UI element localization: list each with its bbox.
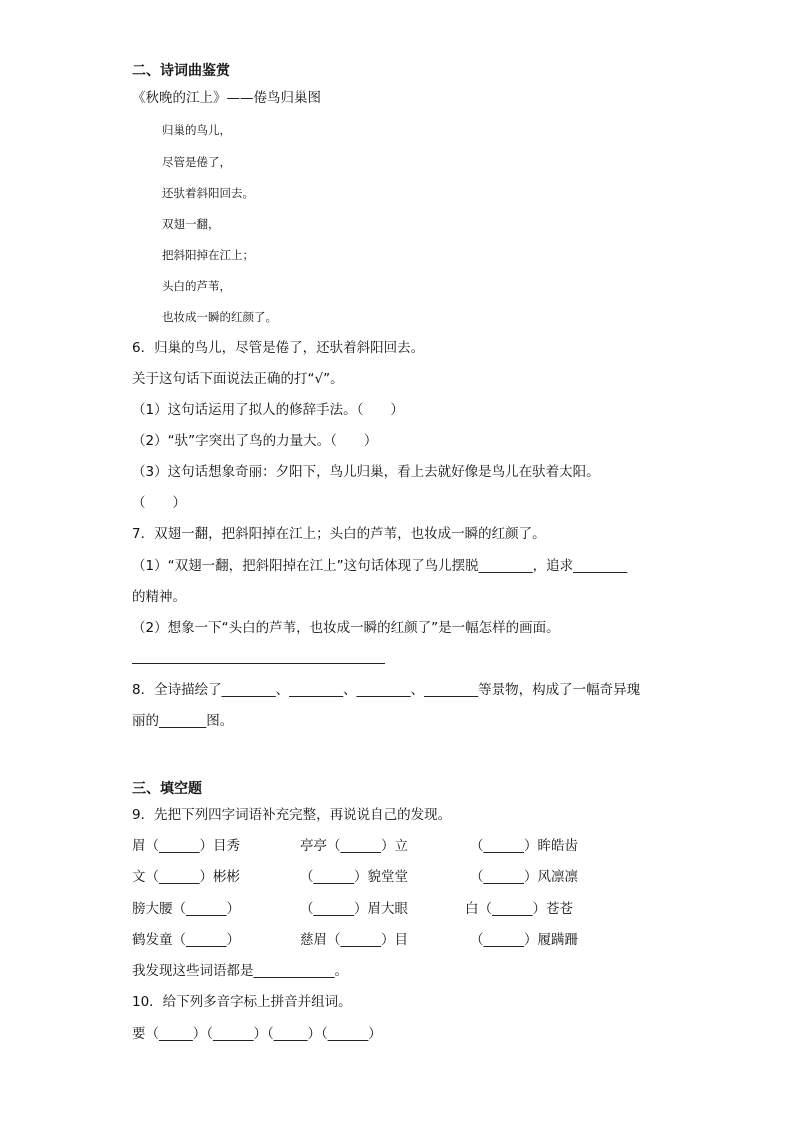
idiom-cell: （______）履蹒跚 (470, 932, 578, 948)
idiom-cell: 慈眉（______）目 (300, 932, 408, 948)
question-6-option-1: （1）这句话运用了拟人的修辞手法。（ ） (132, 402, 404, 418)
poem-title: 《秋晚的江上》——倦鸟归巢图 (132, 90, 321, 106)
section-2-heading: 二、诗词曲鉴赏 (132, 63, 230, 79)
question-6-instruction: 关于这句话下面说法正确的打“√”。 (132, 371, 344, 387)
idiom-cell: （______）貌堂堂 (300, 869, 408, 885)
idiom-cell: 膀大腰（______） (132, 901, 240, 917)
poem-line: 尽管是倦了， (162, 155, 231, 169)
section-3-heading: 三、填空题 (132, 781, 202, 797)
idiom-cell: 文（______）彬彬 (132, 869, 240, 885)
poem-line: 把斜阳掉在江上； (162, 248, 254, 262)
question-7-stem: 7．双翅一翻，把斜阳掉在江上；头白的芦苇，也妆成一瞬的红颜了。 (132, 526, 546, 542)
idiom-cell: 眉（______）目秀 (132, 838, 240, 854)
question-7-sub-2: （2）想象一下“头白的芦苇，也妆成一瞬的红颜了”是一幅怎样的画面。 (132, 620, 560, 636)
idiom-cell: 白（______）苍苍 (465, 901, 573, 917)
idiom-cell: 鹤发童（______） (132, 932, 240, 948)
poem-line: 归巢的鸟儿， (162, 123, 231, 137)
answer-line (132, 663, 385, 664)
poem-line: 也妆成一瞬的红颜了。 (162, 310, 277, 324)
poem-line: 还驮着斜阳回去。 (162, 186, 254, 200)
poem-line: 头白的芦苇， (162, 279, 231, 293)
question-7-sub-1-cont: 的精神。 (132, 589, 186, 605)
idiom-cell: 亭亭（______）立 (300, 838, 408, 854)
question-10-stem: 10．给下列多音字标上拼音并组词。 (132, 994, 352, 1010)
question-10-answer-line: 要（_____）（______）（_____）（______） (132, 1026, 382, 1042)
question-6-option-3: （3）这句话想象奇丽：夕阳下，鸟儿归巢，看上去就好像是鸟儿在驮着太阳。 (132, 464, 600, 480)
question-7-sub-1: （1）“双翅一翻，把斜阳掉在江上”这句话体现了鸟儿摆脱________，追求________ (132, 558, 628, 574)
poem-line: 双翅一翻， (162, 217, 220, 231)
question-8-line-2: 丽的_______图。 (132, 713, 234, 729)
idiom-cell: （______）风凛凛 (470, 869, 578, 885)
question-6-option-2: （2）“驮”字突出了鸟的力量大。（ ） (132, 433, 378, 449)
question-6-stem: 6．归巢的鸟儿，尽管是倦了，还驮着斜阳回去。 (132, 340, 425, 356)
question-9-finding: 我发现这些词语都是____________。 (132, 963, 348, 979)
question-6-option-3-answer-box: （ ） (132, 495, 186, 511)
question-9-stem: 9．先把下列四字词语补充完整，再说说自己的发现。 (132, 807, 452, 823)
idiom-cell: （______）眸皓齿 (470, 838, 578, 854)
idiom-cell: （______）眉大眼 (300, 901, 408, 917)
question-8-line-1: 8．全诗描绘了________、________、________、________等景物，构成了一幅奇异瑰 (132, 682, 641, 698)
